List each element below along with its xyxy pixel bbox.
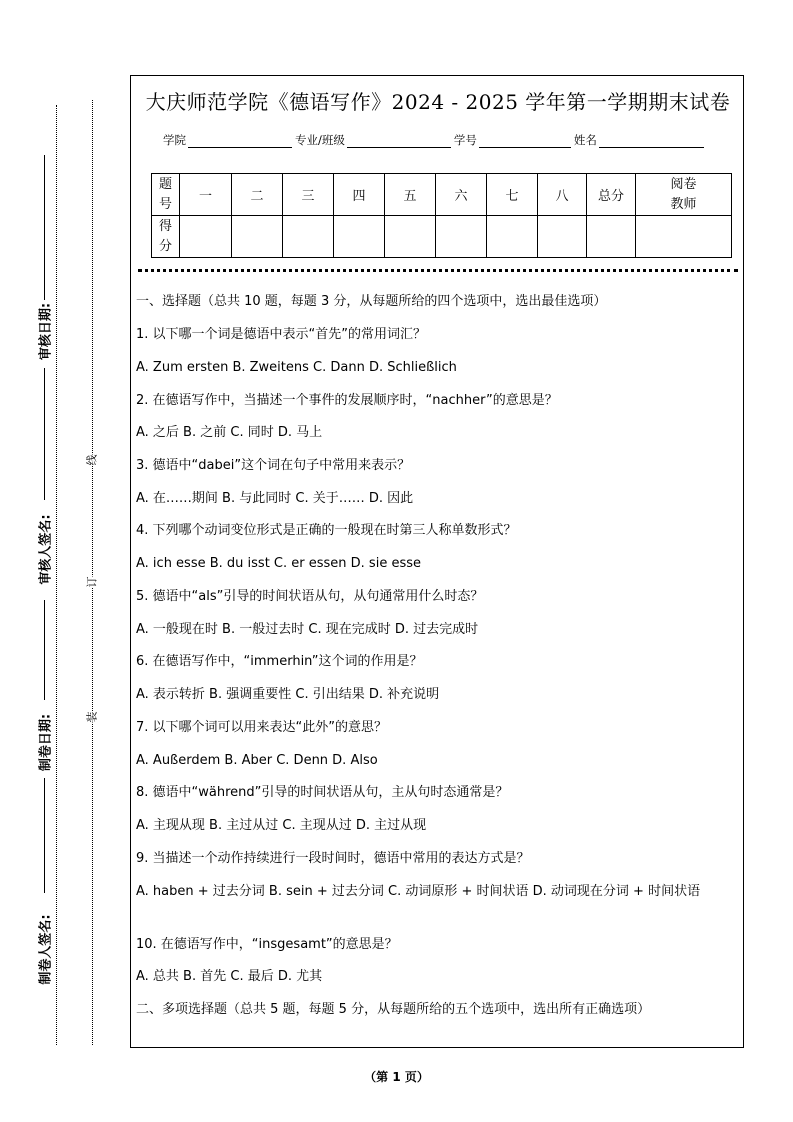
col-header-8: 八	[538, 174, 587, 216]
sign-line-3	[44, 600, 45, 700]
maker-sign-label: 制卷人签名:	[38, 914, 54, 985]
question-3: 3. 德语中“dabei”这个词在句子中常用来表示？	[136, 458, 411, 473]
options-1: A. Zum ersten B. Zweitens C. Dann D. Schließlich	[136, 360, 457, 375]
major-field[interactable]	[347, 133, 451, 148]
score-cell[interactable]	[385, 216, 436, 258]
major-label: 专业/班级	[295, 133, 345, 147]
inner-dotted-line	[56, 105, 57, 1045]
col-header-total: 总分	[587, 174, 636, 216]
sign-line-2	[44, 368, 45, 500]
reviewer-label: 阅卷教师	[670, 176, 697, 212]
section-2-heading: 二、多项选择题（总共 5 题，每题 5 分，从每题所给的五个选项中，选出所有正确选项）	[136, 1002, 651, 1017]
question-8: 8. 德语中“während”引导的时间状语从句，主从句时态通常是？	[136, 785, 509, 800]
question-10: 10. 在德语写作中，“insgesamt”的意思是？	[136, 937, 398, 952]
score-table	[151, 173, 732, 258]
score-cell[interactable]	[283, 216, 334, 258]
col-header-4: 四	[334, 174, 385, 216]
options-10: A. 总共 B. 首先 C. 最后 D. 尤其	[136, 969, 323, 984]
col-header-2: 二	[232, 174, 283, 216]
options-3: A. 在……期间 B. 与此同时 C. 关于…… D. 因此	[136, 491, 414, 506]
options-7: A. Außerdem B. Aber C. Denn D. Also	[136, 753, 378, 768]
col-header-7: 七	[487, 174, 538, 216]
score-cell[interactable]	[232, 216, 283, 258]
score-cell[interactable]	[538, 216, 587, 258]
score-label: 得分	[158, 218, 172, 254]
score-cell[interactable]	[587, 216, 636, 258]
options-9: A. haben + 过去分词 B. sein + 过去分词 C. 动词原形 + 时间状语 D. 动词现在分词 + 时间状语	[136, 884, 701, 899]
exam-frame	[130, 75, 744, 1048]
header-cell-score	[152, 216, 180, 258]
reviewer-sign-label: 审核人签名:	[38, 514, 54, 585]
col-header-6: 六	[436, 174, 487, 216]
college-label: 学院	[163, 133, 186, 147]
name-label: 姓名	[573, 133, 597, 147]
binding-dotted-line	[92, 100, 93, 1045]
col-header-3: 三	[283, 174, 334, 216]
reviewer-date-label: 审核日期:	[38, 302, 54, 361]
score-cell[interactable]	[636, 216, 732, 258]
question-5: 5. 德语中“als”引导的时间状语从句，从句通常用什么时态？	[136, 589, 484, 604]
exam-title: 大庆师范学院《德语写作》2024 - 2025 学年第一学期期末试卷	[145, 90, 731, 114]
sign-line-4	[44, 778, 45, 893]
col-header-5: 五	[385, 174, 436, 216]
question-7: 7. 以下哪个词可以用来表达“此外”的意思？	[136, 720, 388, 735]
student-id-field[interactable]	[479, 133, 571, 148]
name-field[interactable]	[599, 133, 704, 148]
score-cell[interactable]	[436, 216, 487, 258]
col-header-reviewer	[636, 174, 732, 216]
student-id-label: 学号	[453, 133, 477, 147]
page-number: （第 1 页）	[364, 1070, 429, 1084]
header-cell-question-no	[152, 174, 180, 216]
score-cell[interactable]	[334, 216, 385, 258]
student-info-row	[163, 132, 707, 148]
options-2: A. 之后 B. 之前 C. 同时 D. 马上	[136, 425, 323, 440]
question-9: 9. 当描述一个动作持续进行一段时间时，德语中常用的表达方式是？	[136, 851, 530, 866]
binding-mark-order: 订	[82, 577, 102, 588]
dotted-separator	[138, 269, 738, 272]
question-4: 4. 下列哪个动词变位形式是正确的一般现在时第三人称单数形式？	[136, 523, 517, 538]
section-1-heading: 一、选择题（总共 10 题，每题 3 分，从每题所给的四个选项中，选出最佳选项）	[136, 294, 607, 309]
binding-mark-line: 线	[82, 455, 102, 466]
sign-line-1	[44, 155, 45, 300]
options-8: A. 主现从现 B. 主过从过 C. 主现从过 D. 主过从现	[136, 818, 427, 833]
maker-date-label: 制卷日期:	[38, 713, 54, 772]
college-field[interactable]	[188, 133, 292, 148]
question-6: 6. 在德语写作中，“immerhin”这个词的作用是？	[136, 654, 423, 669]
question-no-label: 题号	[158, 176, 172, 212]
col-header-1: 一	[180, 174, 232, 216]
options-6: A. 表示转折 B. 强调重要性 C. 引出结果 D. 补充说明	[136, 687, 440, 702]
options-4: A. ich esse B. du isst C. er essen D. sie esse	[136, 556, 421, 571]
options-5: A. 一般现在时 B. 一般过去时 C. 现在完成时 D. 过去完成时	[136, 622, 479, 637]
score-cell[interactable]	[180, 216, 232, 258]
question-1: 1. 以下哪一个词是德语中表示“首先”的常用词汇？	[136, 327, 427, 342]
binding-mark-bind: 装	[82, 712, 102, 723]
score-cell[interactable]	[487, 216, 538, 258]
question-2: 2. 在德语写作中，当描述一个事件的发展顺序时，“nachher”的意思是？	[136, 393, 558, 408]
